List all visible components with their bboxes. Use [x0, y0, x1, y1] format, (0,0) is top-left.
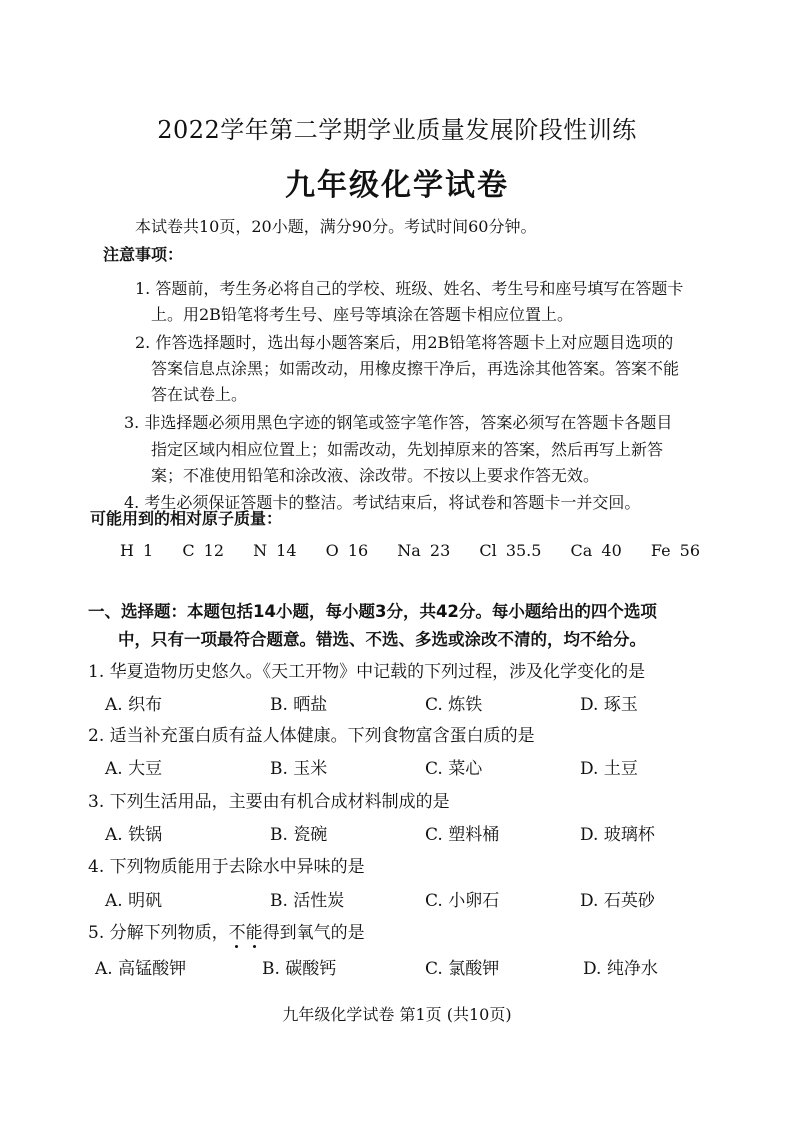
atomic-mass-list — [120, 541, 720, 560]
question-4-option-c: C. 小卵石 — [425, 891, 500, 911]
question-3-option-c: C. 塑料桶 — [425, 825, 500, 845]
question-3-option-b: B. 瓷碗 — [270, 825, 328, 845]
section-heading-line1: 一、选择题：本题包括14小题，每小题3分，共42分。每小题给出的四个选项 — [88, 602, 657, 621]
question-5-option-d: D. 纯净水 — [583, 959, 658, 979]
notice-line: 3. 非选择题必须用黑色字迹的钢笔或签字笔作答，答案必须写在答题卡各题目 — [124, 413, 673, 432]
notice-heading: 注意事项： — [103, 245, 184, 264]
question-5-stem-suffix: 得到氧气的是 — [262, 923, 365, 943]
question-2-option-d: D. 土豆 — [580, 759, 638, 779]
question-5-stem — [88, 918, 365, 943]
notice-line: 指定区域内相应位置上；如需改动，先划掉原来的答案，然后再写上新答 — [151, 440, 664, 459]
question-5-stem-prefix: 5. 分解下列物质， — [88, 923, 229, 943]
atomic-mass-heading: 可能用到的相对原子质量： — [90, 509, 283, 528]
atomic-mass-item: Na 23 — [397, 541, 451, 560]
atomic-mass-item: Ca 40 — [570, 541, 622, 560]
atomic-mass-item: C 12 — [182, 541, 224, 560]
question-4-option-a: A. 明矾 — [105, 891, 163, 911]
notice-line: 答案信息点涂黑；如需改动，用橡皮擦干净后，再选涂其他答案。答案不能 — [151, 359, 680, 378]
question-2-stem: 2. 适当补充蛋白质有益人体健康。下列食物富含蛋白质的是 — [88, 726, 535, 746]
section-heading-line2: 中，只有一项最符合题意。错选、不选、多选或涂改不清的，均不给分。 — [118, 630, 646, 649]
question-3-option-a: A. 铁锅 — [105, 825, 163, 845]
notice-line: 1. 答题前，考生务必将自己的学校、班级、姓名、考生号和座号填写在答题卡 — [135, 279, 684, 298]
question-5-stem-emphasis: 不能 — [228, 923, 263, 943]
question-5-option-c: C. 氯酸钾 — [425, 959, 500, 979]
atomic-mass-item: Cl 35.5 — [479, 541, 542, 560]
question-3-stem: 3. 下列生活用品，主要由有机合成材料制成的是 — [88, 792, 450, 812]
question-5-option-a: A. 高锰酸钾 — [95, 959, 187, 979]
atomic-mass-item: Fe 56 — [650, 541, 701, 560]
notice-line: 2. 作答选择题时，选出每小题答案后，用2B铅笔将答题卡上对应题目选项的 — [135, 333, 674, 352]
question-1-stem: 1. 华夏造物历史悠久。《天工开物》中记载的下列过程，涉及化学变化的是 — [88, 662, 646, 682]
question-2-option-c: C. 菜心 — [425, 759, 483, 779]
question-2-option-a: A. 大豆 — [105, 759, 163, 779]
atomic-mass-item: O 16 — [325, 541, 369, 560]
question-3-option-d: D. 玻璃杯 — [580, 825, 655, 845]
atomic-mass-item: H 1 — [120, 541, 154, 560]
question-4-option-b: B. 活性炭 — [270, 891, 345, 911]
page-footer: 九年级化学试卷 第1页 (共10页) — [282, 1005, 512, 1024]
notice-line: 4. 考生必须保证答题卡的整洁。考试结束后，将试卷和答题卡一并交回。 — [124, 493, 641, 512]
question-4-option-d: D. 石英砂 — [580, 891, 655, 911]
emphasis-dot — [235, 945, 238, 948]
notice-line: 案；不准使用铅笔和涂改液、涂改带。不按以上要求作答无效。 — [151, 466, 600, 485]
atomic-mass-item: N 14 — [253, 541, 297, 560]
question-1-option-a: A. 织布 — [105, 695, 163, 715]
emphasis-dot — [253, 945, 256, 948]
question-4-stem: 4. 下列物质能用于去除水中异味的是 — [88, 857, 365, 877]
exam-intro: 本试卷共10页，20小题，满分90分。考试时间60分钟。 — [135, 217, 537, 236]
exam-subtitle: 九年级化学试卷 — [285, 168, 509, 203]
notice-line: 答在试卷上。 — [151, 385, 248, 404]
question-1-option-c: C. 炼铁 — [425, 695, 483, 715]
exam-header-title: 2022学年第二学期学业质量发展阶段性训练 — [157, 116, 637, 144]
question-1-option-b: B. 晒盐 — [270, 695, 328, 715]
notice-line: 上。用2B铅笔将考生号、座号等填涂在答题卡相应位置上。 — [151, 305, 573, 324]
emphasis-mark — [229, 923, 263, 943]
question-2-option-b: B. 玉米 — [270, 759, 328, 779]
question-5-option-b: B. 碳酸钙 — [262, 959, 337, 979]
question-1-option-d: D. 琢玉 — [580, 695, 638, 715]
